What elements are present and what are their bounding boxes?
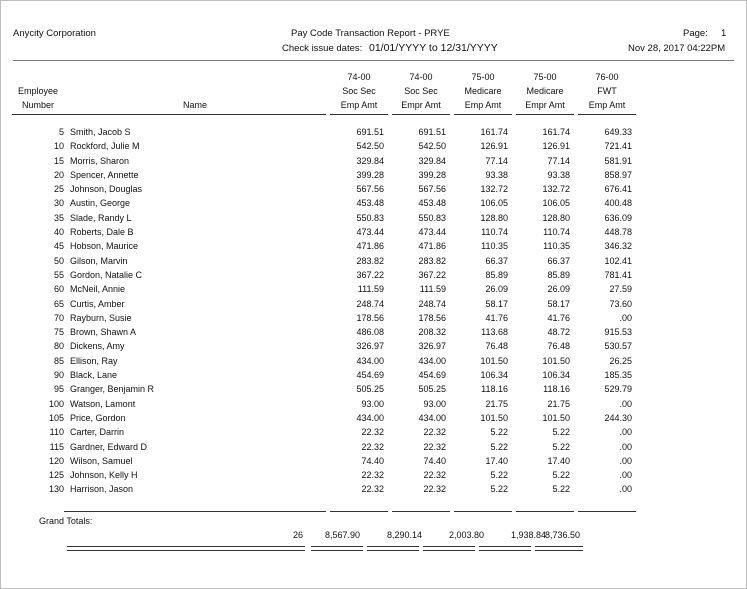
socsec-emp-amt: 178.56 (356, 312, 384, 323)
employee-number: 50 (53, 255, 64, 266)
socsec-empr-amt: 454.69 (418, 370, 446, 381)
fwt-emp-amt: 649.33 (604, 127, 632, 137)
socsec-empr-amt: 93.00 (423, 398, 446, 409)
fwt-emp-amt: .00 (619, 484, 632, 495)
col-socsec-emp-code: 74-00 (347, 72, 371, 82)
medicare-emp-amt: 21.75 (485, 398, 508, 409)
medicare-emp-amt: 113.68 (481, 327, 508, 338)
fwt-emp-amt: 581.91 (604, 155, 632, 166)
socsec-empr-amt: 248.74 (418, 298, 446, 309)
employee-name: Rockford, Julie M (70, 141, 140, 152)
socsec-emp-amt: 93.00 (361, 398, 384, 409)
table-row (12, 225, 636, 239)
employee-name: Gilson, Marvin (70, 255, 128, 266)
employee-name: Morris, Sharon (70, 155, 130, 166)
employee-name: Granger, Benjamin R (70, 384, 155, 395)
medicare-emp-amt: 41.76 (485, 312, 508, 323)
employee-name: Brown, Shawn A (70, 327, 137, 338)
grand-total-socsec-emp: 8,567.90 (324, 530, 360, 540)
socsec-empr-amt: 22.32 (423, 441, 446, 452)
medicare-emp-amt: 58.17 (485, 298, 508, 309)
fwt-emp-amt: .00 (619, 427, 632, 438)
fwt-emp-amt: .00 (619, 312, 632, 323)
employee-name: Rayburn, Susie (70, 312, 132, 323)
medicare-empr-amt: 93.38 (547, 169, 570, 180)
medicare-emp-amt: 5.22 (490, 470, 508, 481)
fwt-emp-amt: 529.79 (604, 384, 632, 395)
employee-number: 120 (48, 455, 64, 466)
grand-total-medicare-empr: 1,938.84 (510, 530, 546, 540)
employee-number: 100 (48, 398, 64, 409)
employee-name: McNeil, Annie (70, 284, 126, 295)
col-medicare-emp-code: 75-00 (471, 72, 495, 82)
medicare-emp-amt: 110.74 (481, 227, 508, 238)
table-row (12, 254, 636, 268)
employee-number: 130 (48, 484, 64, 495)
table-row (12, 268, 636, 282)
run-date: Nov 28, 2017 04:22PM (628, 43, 726, 54)
socsec-emp-amt: 505.25 (356, 384, 384, 395)
medicare-empr-amt: 58.17 (547, 298, 570, 309)
employee-name: Price, Gordon (70, 412, 126, 423)
medicare-emp-amt: 76.48 (485, 341, 508, 352)
socsec-empr-amt: 329.84 (418, 155, 446, 166)
employee-number: 25 (53, 184, 64, 195)
totals-double-rule (479, 546, 531, 551)
employee-name: Johnson, Douglas (70, 184, 143, 195)
employee-name: Ellison, Ray (70, 355, 118, 366)
table-row (12, 354, 636, 368)
employee-name: Johnson, Kelly H (70, 470, 138, 481)
col-medicare-empr-name: Medicare (526, 86, 564, 96)
medicare-emp-amt: 17.40 (485, 455, 508, 466)
medicare-emp-amt: 93.38 (485, 169, 508, 180)
socsec-emp-amt: 567.56 (356, 184, 384, 195)
col-fwt-type: Emp Amt (578, 98, 636, 115)
fwt-emp-amt: 185.35 (604, 370, 632, 381)
medicare-empr-amt: 106.05 (542, 198, 570, 209)
employee-name: Smith, Jacob S (70, 127, 131, 137)
socsec-emp-amt: 691.51 (356, 127, 384, 137)
fwt-emp-amt: 721.41 (604, 141, 632, 152)
medicare-empr-amt: 110.74 (543, 227, 570, 238)
socsec-empr-amt: 505.25 (418, 384, 446, 395)
fwt-emp-amt: 102.41 (604, 255, 632, 266)
col-employee-line1: Employee (17, 86, 59, 96)
medicare-empr-amt: 5.22 (552, 484, 570, 495)
socsec-emp-amt: 283.82 (356, 255, 384, 266)
fwt-emp-amt: 530.57 (604, 341, 632, 352)
fwt-emp-amt: .00 (619, 398, 632, 409)
employee-number: 95 (53, 384, 64, 395)
socsec-empr-amt: 367.22 (418, 269, 446, 280)
medicare-emp-amt: 5.22 (490, 484, 508, 495)
socsec-emp-amt: 22.32 (361, 470, 384, 481)
socsec-empr-amt: 567.56 (418, 184, 446, 195)
medicare-emp-amt: 106.34 (480, 370, 508, 381)
socsec-empr-amt: 326.97 (418, 341, 446, 352)
socsec-empr-amt: 22.32 (423, 470, 446, 481)
socsec-empr-amt: 22.32 (423, 484, 446, 495)
totals-double-rule (535, 546, 583, 551)
totals-double-rule (67, 546, 305, 551)
col-socsec-emp-name: Soc Sec (342, 86, 376, 96)
socsec-empr-amt: 434.00 (418, 355, 446, 366)
report-title: Pay Code Transaction Report - PRYE (291, 28, 450, 39)
socsec-emp-amt: 486.08 (356, 327, 384, 338)
page-label: Page: (683, 28, 708, 39)
employee-number: 15 (53, 155, 64, 166)
medicare-empr-amt: 26.09 (547, 284, 570, 295)
socsec-empr-amt: 399.28 (418, 169, 446, 180)
employee-number: 105 (48, 412, 64, 423)
employee-name: Slade, Randy L (70, 212, 132, 223)
employee-number: 55 (53, 269, 64, 280)
fwt-emp-amt: 27.59 (609, 284, 632, 295)
fwt-emp-amt: 781.41 (604, 269, 632, 280)
socsec-empr-amt: 473.44 (418, 227, 446, 238)
issue-dates-label: Check issue dates: (282, 43, 363, 54)
socsec-empr-amt: 22.32 (423, 427, 446, 438)
table-row (12, 211, 636, 225)
medicare-emp-amt: 101.50 (480, 355, 508, 366)
medicare-empr-amt: 118.16 (543, 384, 570, 395)
medicare-empr-amt: 101.50 (542, 412, 570, 423)
page-number: 1 (721, 28, 727, 39)
medicare-emp-amt: 66.37 (485, 255, 508, 266)
col-fwt-code: 76-00 (595, 72, 619, 82)
socsec-empr-amt: 178.56 (418, 312, 446, 323)
socsec-emp-amt: 248.74 (356, 298, 384, 309)
employee-number: 80 (53, 341, 64, 352)
socsec-emp-amt: 326.97 (356, 341, 384, 352)
fwt-emp-amt: .00 (619, 470, 632, 481)
employee-number: 85 (53, 355, 64, 366)
fwt-emp-amt: 915.53 (604, 327, 632, 338)
socsec-empr-amt: 111.59 (419, 284, 446, 295)
medicare-emp-amt: 85.89 (485, 269, 508, 280)
table-row (12, 168, 636, 182)
col-socsec-empr-name: Soc Sec (404, 86, 438, 96)
socsec-emp-amt: 74.40 (361, 455, 384, 466)
medicare-emp-amt: 132.72 (480, 184, 508, 195)
medicare-empr-amt: 106.34 (542, 370, 570, 381)
fwt-emp-amt: .00 (619, 441, 632, 452)
employee-name: Wilson, Samuel (70, 455, 133, 466)
employee-name: Harrison, Jason (70, 484, 134, 495)
table-row (12, 411, 636, 425)
grand-total-fwt: 8,736.50 (544, 530, 580, 540)
medicare-emp-amt: 77.14 (485, 155, 508, 166)
medicare-emp-amt: 128.80 (480, 212, 508, 223)
employee-number: 45 (53, 241, 64, 252)
employee-name: Roberts, Dale B (70, 227, 134, 238)
medicare-empr-amt: 5.22 (552, 470, 570, 481)
socsec-emp-amt: 399.28 (356, 169, 384, 180)
employee-number: 20 (53, 169, 64, 180)
medicare-emp-amt: 110.35 (481, 241, 508, 252)
medicare-empr-amt: 5.22 (552, 427, 570, 438)
table-row (12, 311, 636, 325)
table-row (12, 239, 636, 253)
socsec-emp-amt: 22.32 (361, 427, 384, 438)
medicare-emp-amt: 5.22 (490, 441, 508, 452)
employee-number: 5 (58, 127, 64, 137)
fwt-emp-amt: 244.30 (604, 412, 632, 423)
col-medicare-empr-type: Empr Amt (516, 98, 574, 115)
report-table (12, 70, 636, 512)
company-name: Anycity Corporation (13, 28, 96, 39)
col-name: Name (64, 98, 326, 115)
medicare-empr-amt: 5.22 (552, 441, 570, 452)
medicare-empr-amt: 76.48 (547, 341, 570, 352)
medicare-empr-amt: 132.72 (542, 184, 570, 195)
grand-totals-label: Grand Totals: (39, 516, 93, 526)
table-row (12, 382, 636, 396)
fwt-emp-amt: 26.25 (609, 355, 632, 366)
medicare-empr-amt: 41.76 (547, 312, 570, 323)
table-row (12, 397, 636, 411)
medicare-emp-amt: 26.09 (485, 284, 508, 295)
col-medicare-empr-code: 75-00 (533, 72, 557, 82)
fwt-emp-amt: 636.09 (604, 212, 632, 223)
socsec-empr-amt: 691.51 (418, 127, 446, 137)
socsec-emp-amt: 434.00 (356, 412, 384, 423)
col-socsec-emp-type: Emp Amt (330, 98, 388, 115)
employee-number: 65 (53, 298, 64, 309)
issue-dates-range: 01/01/YYYY to 12/31/YYYY (369, 42, 498, 54)
header-divider (13, 60, 734, 61)
grand-total-socsec-empr: 8,290.14 (386, 530, 422, 540)
medicare-empr-amt: 48.72 (547, 327, 570, 338)
employee-name: Carter, Darrin (70, 427, 125, 438)
table-row (12, 196, 636, 210)
socsec-emp-amt: 454.69 (356, 370, 384, 381)
employee-number: 110 (49, 427, 64, 438)
socsec-empr-amt: 434.00 (418, 412, 446, 423)
table-row (12, 139, 636, 153)
fwt-emp-amt: .00 (619, 455, 632, 466)
table-row (12, 182, 636, 196)
socsec-emp-amt: 550.83 (356, 212, 384, 223)
fwt-emp-amt: 676.41 (604, 184, 632, 195)
grand-total-count: 26 (292, 530, 303, 540)
table-row (12, 154, 636, 168)
socsec-emp-amt: 453.48 (356, 198, 384, 209)
socsec-empr-amt: 453.48 (418, 198, 446, 209)
table-row (12, 425, 636, 439)
table-row (12, 339, 636, 353)
col-socsec-empr-code: 74-00 (409, 72, 433, 82)
fwt-emp-amt: 448.78 (604, 227, 632, 238)
employee-number: 30 (53, 198, 64, 209)
employee-number: 125 (48, 470, 64, 481)
socsec-emp-amt: 473.44 (356, 227, 384, 238)
totals-double-rule (423, 546, 475, 551)
socsec-emp-amt: 329.84 (356, 155, 384, 166)
socsec-emp-amt: 434.00 (356, 355, 384, 366)
employee-name: Curtis, Amber (70, 298, 125, 309)
medicare-emp-amt: 118.16 (481, 384, 508, 395)
totals-separator (12, 497, 636, 511)
employee-number: 40 (53, 227, 64, 238)
socsec-emp-amt: 542.50 (356, 141, 384, 152)
employee-name: Dickens, Amy (70, 341, 125, 352)
employee-number: 35 (53, 212, 64, 223)
col-fwt-name: FWT (597, 86, 617, 96)
totals-double-rule (367, 546, 419, 551)
table-body (12, 125, 636, 511)
table-row (12, 125, 636, 139)
socsec-empr-amt: 550.83 (418, 212, 446, 223)
table-row (12, 368, 636, 382)
medicare-emp-amt: 5.22 (490, 427, 508, 438)
table-row (12, 440, 636, 454)
medicare-empr-amt: 17.40 (547, 455, 570, 466)
fwt-emp-amt: 400.48 (604, 198, 632, 209)
medicare-emp-amt: 161.74 (480, 127, 508, 137)
medicare-emp-amt: 101.50 (480, 412, 508, 423)
employee-name: Watson, Lamont (70, 398, 136, 409)
totals-double-rule (311, 546, 363, 551)
employee-name: Austin, George (70, 198, 131, 209)
socsec-emp-amt: 111.59 (357, 284, 384, 295)
socsec-empr-amt: 283.82 (418, 255, 446, 266)
col-medicare-emp-type: Emp Amt (454, 98, 512, 115)
medicare-empr-amt: 66.37 (547, 255, 570, 266)
fwt-emp-amt: 73.60 (609, 298, 632, 309)
socsec-emp-amt: 22.32 (361, 441, 384, 452)
socsec-empr-amt: 471.86 (418, 241, 446, 252)
table-row (12, 282, 636, 296)
employee-number: 75 (53, 327, 64, 338)
table-header (12, 70, 636, 125)
employee-number: 10 (53, 141, 64, 152)
socsec-emp-amt: 367.22 (356, 269, 384, 280)
fwt-emp-amt: 346.32 (604, 241, 632, 252)
fwt-emp-amt: 858.97 (604, 169, 632, 180)
employee-number: 90 (53, 370, 64, 381)
table-row (12, 454, 636, 468)
medicare-emp-amt: 126.91 (480, 141, 508, 152)
employee-name: Gordon, Natalie C (70, 269, 143, 280)
medicare-empr-amt: 77.14 (547, 155, 570, 166)
medicare-empr-amt: 110.35 (543, 241, 570, 252)
col-medicare-emp-name: Medicare (464, 86, 502, 96)
employee-name: Spencer, Annette (70, 169, 139, 180)
col-socsec-empr-type: Empr Amt (392, 98, 450, 115)
socsec-emp-amt: 22.32 (361, 484, 384, 495)
medicare-emp-amt: 106.05 (480, 198, 508, 209)
socsec-emp-amt: 471.86 (356, 241, 384, 252)
socsec-empr-amt: 208.32 (418, 327, 446, 338)
employee-name: Gardner, Edward D (70, 441, 148, 452)
table-row (12, 297, 636, 311)
employee-number: 70 (53, 312, 64, 323)
table-row (12, 468, 636, 482)
employee-number: 115 (49, 441, 64, 452)
employee-name: Hobson, Maurice (70, 241, 139, 252)
table-row (12, 482, 636, 496)
table-row (12, 325, 636, 339)
employee-number: 60 (53, 284, 64, 295)
medicare-empr-amt: 126.91 (542, 141, 570, 152)
medicare-empr-amt: 128.80 (542, 212, 570, 223)
socsec-empr-amt: 542.50 (418, 141, 446, 152)
medicare-empr-amt: 85.89 (547, 269, 570, 280)
medicare-empr-amt: 161.74 (542, 127, 570, 137)
col-employee-line2: Number (12, 98, 64, 115)
employee-name: Black, Lane (70, 370, 118, 381)
grand-total-medicare-emp: 2,003.80 (448, 530, 484, 540)
socsec-empr-amt: 74.40 (423, 455, 446, 466)
medicare-empr-amt: 21.75 (547, 398, 570, 409)
medicare-empr-amt: 101.50 (542, 355, 570, 366)
